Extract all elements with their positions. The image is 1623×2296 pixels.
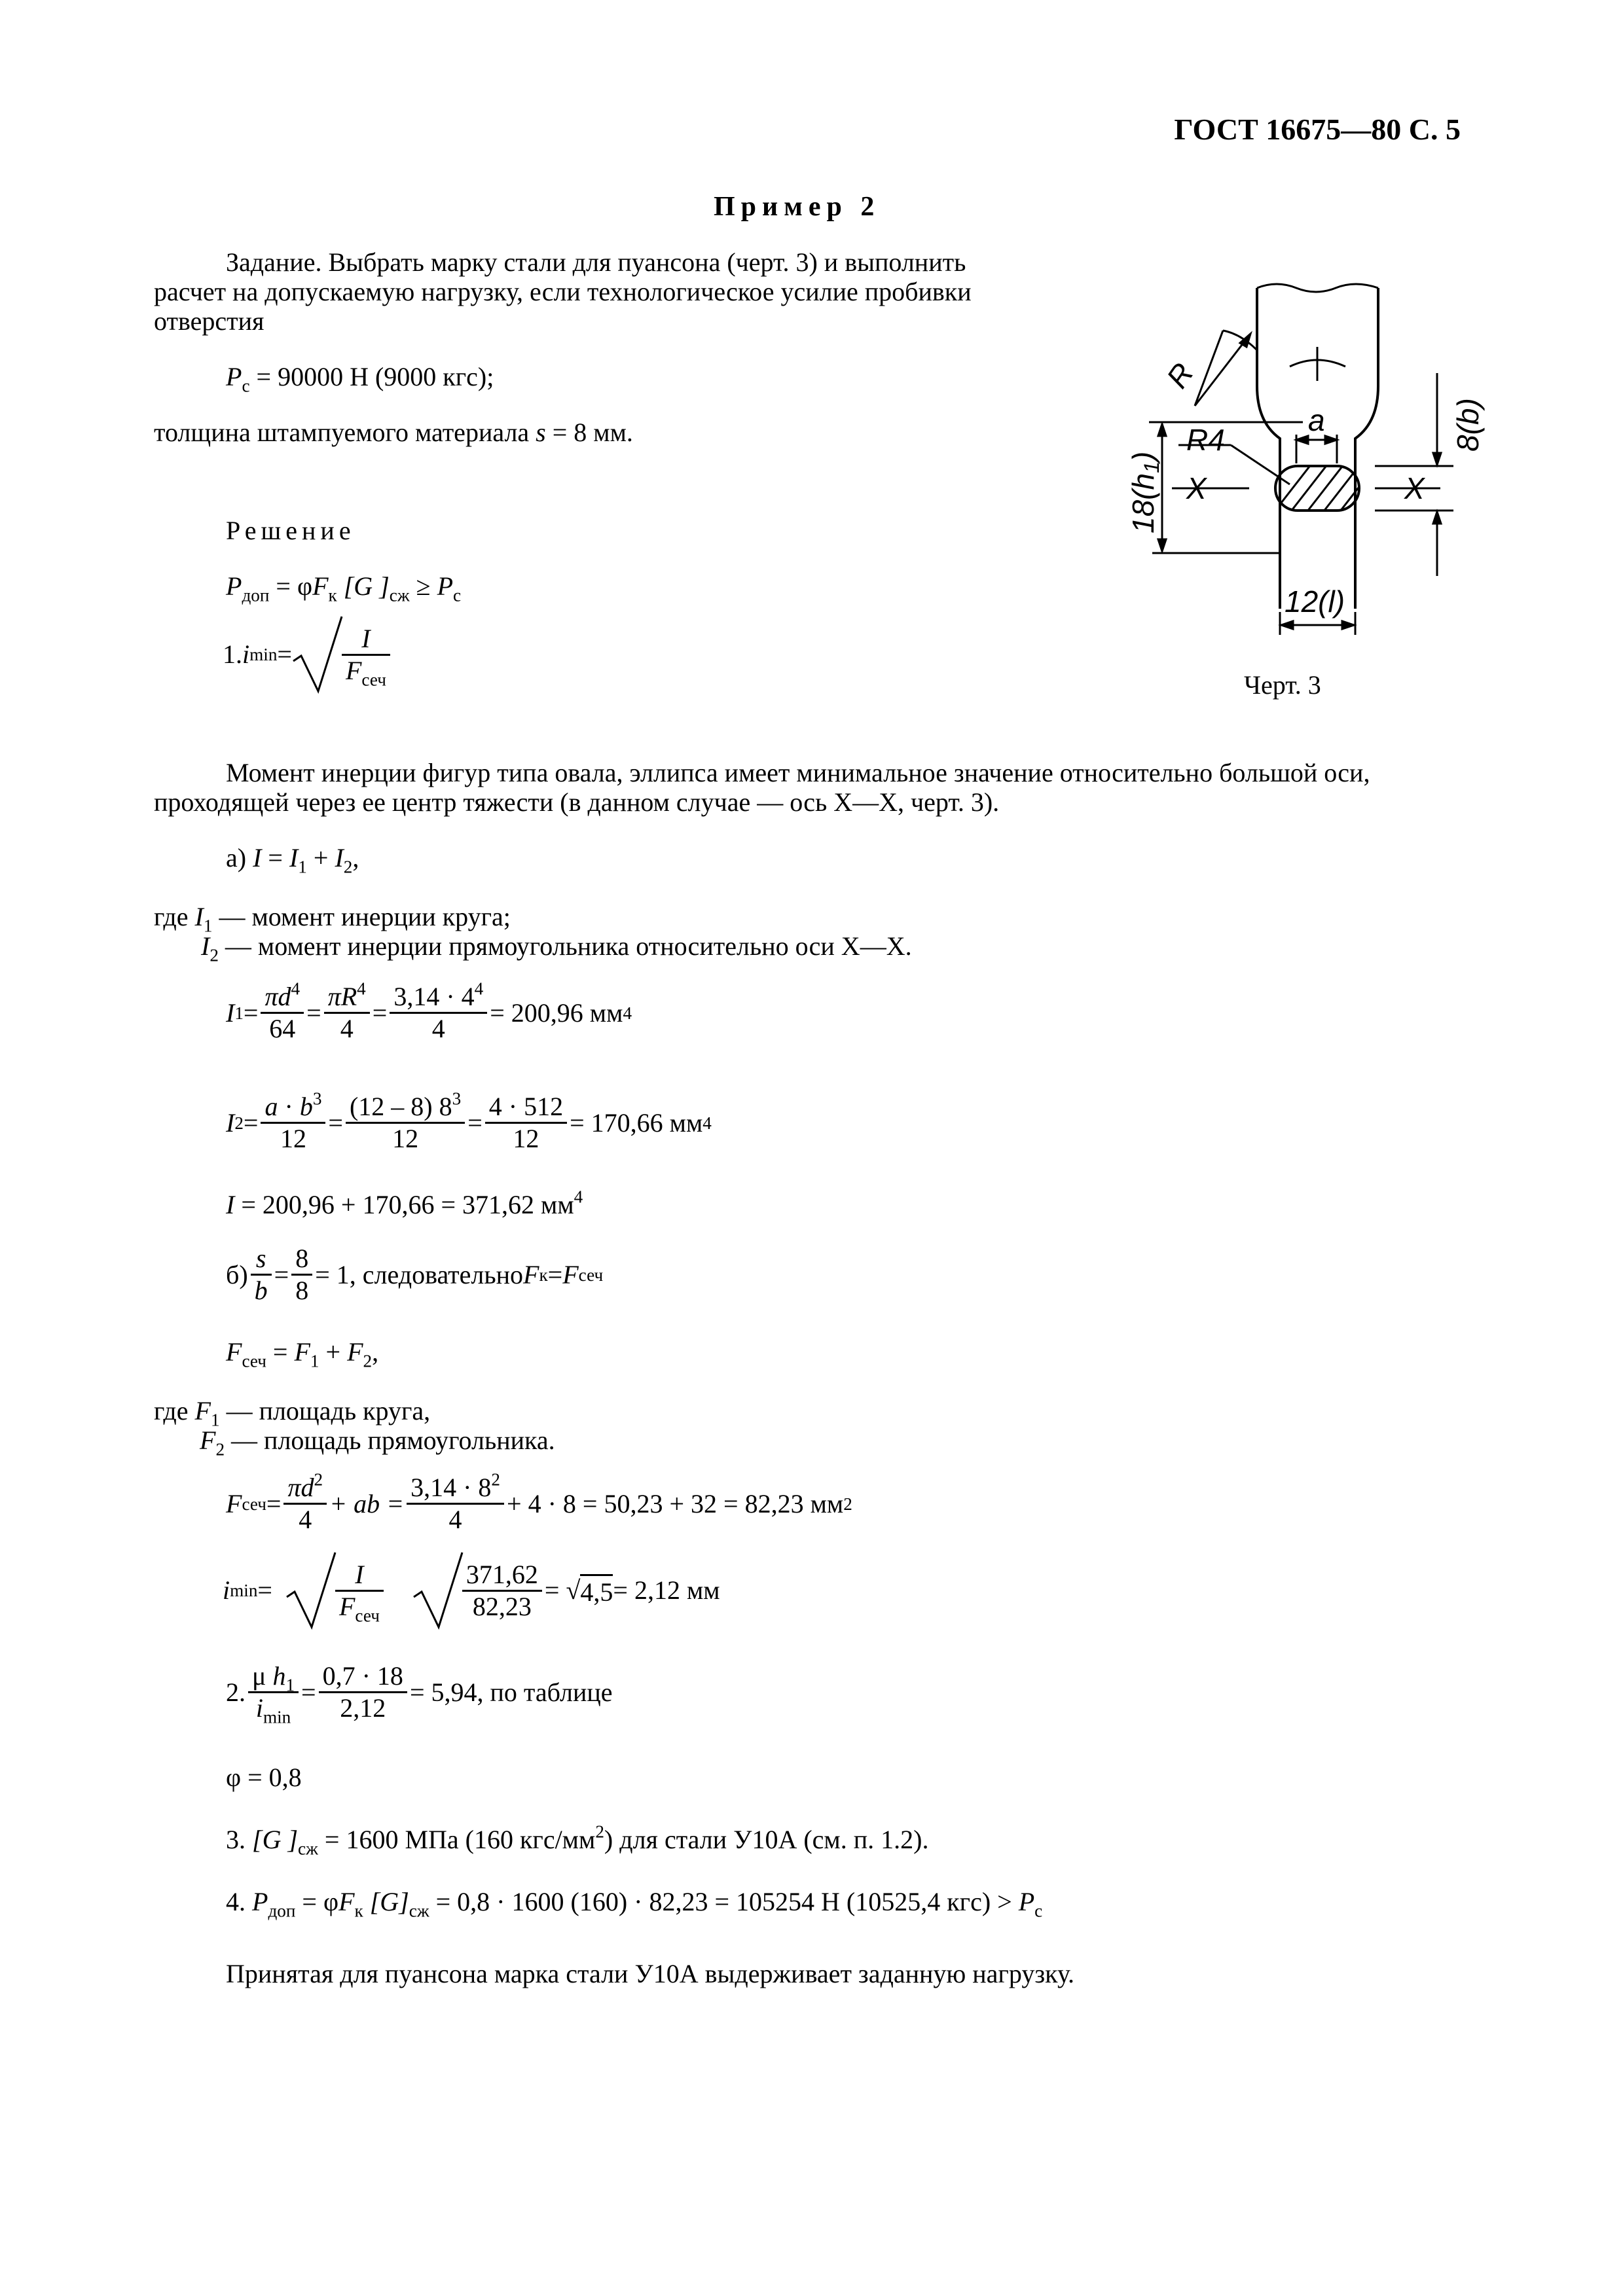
step-3: 3. [G ]$_{сж} = 1600$ МПа (160 кгс/$мм^2$) для стали У10А (см. п. 1.2). (226, 1821, 929, 1859)
thickness-rest: = 8 мм. (545, 418, 633, 447)
where-i1: где $I_1$ — момент инерции круга; (154, 902, 511, 936)
thickness-line (154, 418, 633, 448)
task-line-1: Задание. Выбрать марку стали для пуансона (черт. 3) и выполнить (226, 247, 966, 277)
document-header: ГОСТ 16675—80 С. 5 (1174, 113, 1461, 146)
moment-line-2: проходящей через ее центр тяжести (в данном случае — ось Х—Х, черт. 3). (154, 787, 1000, 817)
label-h1: 18(h1) (1126, 451, 1163, 533)
i2-formula: I 2 = $\frac{a \cdot b^3}{12}$ = $\frac{(12 - 8) 8^3}{12}$ = $\frac{4 \cdot 512}{12}$ = 170,66 мм 4 (226, 1088, 712, 1153)
fsech-eq: $F_{сеч} = F_1 + F_2$, (226, 1337, 379, 1371)
radical (292, 615, 393, 694)
sqrt-sign (285, 1551, 338, 1630)
figure-caption: Черт. 3 (1244, 670, 1321, 700)
step-4: 4. $P_{доп} = \varphi F_к$ $[G]_{сж} = 0,8 \cdot 1600$ (160) · 82,23 = 105254 Н (10525,4 $кгс) > P_c$ (226, 1887, 1043, 1921)
sqrt-sign (292, 615, 344, 694)
thickness-text: толщина штампуемого материала (154, 418, 536, 447)
label-r: R (1159, 357, 1200, 395)
task-line-3: отверстия (154, 306, 264, 336)
label-l: 12(l) (1285, 584, 1345, 619)
where-f2: $F_2$ — площадь прямоугольника. (200, 1426, 555, 1460)
fsech-calc: F сеч = $\frac{\pi d^2}{4}$ + ab = $\frac{3,14 \cdot 8^2}{4}$ + 4 · 8 = 50,23 + 32 = 82,23 мм 2 (226, 1469, 852, 1534)
solution-heading: Решение (226, 516, 356, 545)
example-heading: Пример 2 (714, 192, 881, 222)
fraction: $\frac{I}{F_{сеч}}$ (342, 624, 390, 686)
i-total: I = 200,96 + 170,66 = 371,62 $мм^4$ (226, 1187, 583, 1219)
thickness-var: s (536, 418, 546, 447)
label-a: a (1308, 403, 1325, 437)
pc-formula (226, 362, 494, 396)
task-line-2: расчет на допускаемую нагрузку, если технологическое усилие пробивки (154, 277, 972, 306)
step-b: б) $\frac{s}{b}$ = $\frac{8}{8}$ = 1, следовательно F к = F сеч (226, 1244, 604, 1305)
pc-var: P (226, 362, 242, 391)
step-a: а) $I = I_1 + I_2$, (226, 843, 359, 877)
label-x-left: X (1186, 471, 1207, 505)
step-2: 2. $\frac{\mu h_1}{i_{min}}$ = $\frac{0,7 \cdot 18}{2,12}$ = 5,94, по таблице (226, 1661, 613, 1727)
cross-section (1270, 458, 1381, 517)
i1-formula: I 1 = $\frac{\pi d^4}{64}$ = $\frac{\pi R^4}{4}$ = $\frac{3,14 \cdot 4^4}{4}$ = 200,96 мм 4 (226, 978, 632, 1043)
imin-calc: i min = $\frac{I}{F_{сеч}}$ $\frac{371,62}{82,23}$ = √ 4,5 = 2,12 мм (223, 1551, 720, 1630)
moment-line-1: Момент инерции фигур типа овала, эллипса имеет минимальное значение относительно большой оси, (226, 758, 1370, 787)
phi-value: φ = 0,8 (226, 1763, 302, 1792)
sqrt-sign (412, 1551, 465, 1630)
pc-sub: с (242, 376, 250, 396)
label-x-right: X (1404, 471, 1425, 505)
where-f1: где $F_1$ — площадь круга, (154, 1396, 431, 1430)
label-r4: R4 (1186, 423, 1225, 457)
label-b: 8(b) (1451, 398, 1485, 452)
where-i2: $I_2$ — момент инерции прямоугольника относительно оси Х—Х. (201, 931, 912, 965)
step-1-formula: 1. i min = $\frac{I}{F_{сеч}}$ (223, 615, 393, 694)
punch-drawing (1100, 255, 1493, 648)
conclusion: Принятая для пуансона марка стали У10А выдерживает заданную нагрузку. (226, 1959, 1074, 1988)
main-equation: $P_{доп} = \varphi F_к$ [G ]$_{сж} \ge P_c$ (226, 571, 462, 605)
pc-rest: = 90000 Н (9000 кгс); (249, 362, 494, 391)
